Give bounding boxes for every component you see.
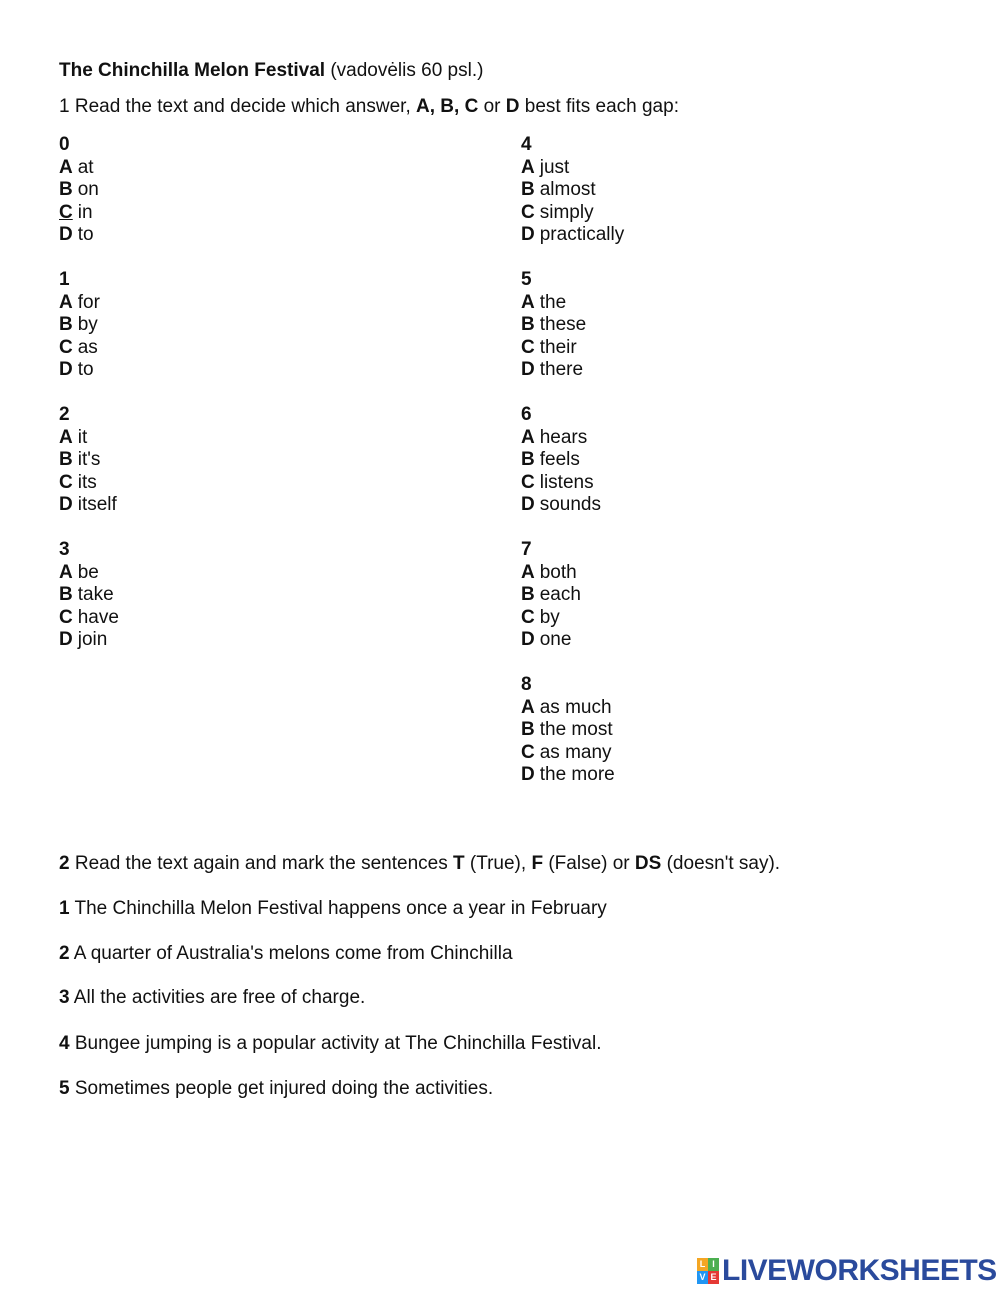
option-text: there [539, 359, 584, 380]
option-text: these [539, 314, 587, 335]
question-number: 2 [59, 404, 70, 425]
task1-intro-bold-abc: A, B, C [416, 96, 479, 117]
option-b[interactable] [59, 179, 359, 202]
question-number: 1 [59, 269, 70, 290]
task1-intro-or: or [478, 96, 506, 117]
option-text: as [77, 336, 98, 358]
option-text: it [77, 426, 88, 448]
option-c[interactable] [59, 472, 359, 495]
option-text: join [77, 629, 108, 650]
option-b[interactable] [59, 584, 359, 607]
option-a[interactable] [521, 157, 821, 180]
option-letter: A [521, 156, 535, 178]
questions-right-column [521, 134, 821, 809]
option-letter: D [521, 494, 535, 515]
question-0 [59, 134, 359, 269]
question-8 [521, 674, 821, 809]
option-d[interactable] [521, 629, 821, 652]
option-text: itself [77, 494, 117, 515]
option-b[interactable] [521, 584, 821, 607]
option-letter: D [521, 629, 535, 650]
option-text: to [77, 359, 94, 380]
option-text: the most [539, 719, 613, 740]
option-text: its [77, 471, 97, 493]
option-letter-underlined: C [59, 201, 73, 223]
option-text: be [77, 561, 99, 583]
option-text: by [77, 314, 98, 335]
option-letter: D [59, 224, 73, 245]
option-d[interactable] [59, 224, 359, 247]
question-number: 4 [521, 134, 532, 155]
statement-number: 4 [59, 1033, 70, 1054]
option-letter: B [59, 314, 73, 335]
option-c[interactable] [521, 337, 821, 360]
option-text: both [539, 561, 577, 583]
option-b[interactable] [59, 314, 359, 337]
option-letter: A [521, 696, 535, 718]
liveworksheets-logo-icon [697, 1258, 719, 1284]
liveworksheets-logo [697, 1256, 997, 1286]
option-text: to [77, 224, 94, 245]
option-b[interactable] [521, 719, 821, 742]
option-text: have [77, 606, 119, 628]
option-a[interactable] [59, 427, 359, 450]
option-a[interactable] [521, 697, 821, 720]
option-text: sounds [539, 494, 602, 515]
statement-text: A quarter of Australia's melons come from Chinchilla [69, 943, 513, 964]
task2-label-true: T [452, 853, 465, 874]
option-letter: C [521, 741, 535, 763]
option-letter: B [521, 584, 535, 605]
option-letter: B [521, 719, 535, 740]
logo-icon-tile-e: E [708, 1271, 719, 1284]
statement-5 [59, 1078, 493, 1100]
task2-label-doesnt-say: DS [634, 853, 662, 874]
statement-1 [59, 898, 607, 920]
option-letter: B [59, 584, 73, 605]
option-c[interactable] [521, 472, 821, 495]
task1-intro-end: best fits each gap: [519, 96, 679, 117]
question-6 [521, 404, 821, 539]
logo-icon-tile-i: I [708, 1258, 719, 1271]
statement-number: 5 [59, 1078, 70, 1099]
option-letter: C [521, 471, 535, 493]
option-letter: C [59, 471, 73, 493]
question-number: 0 [59, 134, 70, 155]
option-c[interactable] [521, 202, 821, 225]
option-letter: A [521, 291, 535, 313]
option-letter: B [59, 449, 73, 470]
option-text: by [539, 606, 560, 628]
option-text: for [77, 291, 100, 313]
task2-intro-text: Read the text again and mark the sentences [69, 853, 453, 874]
option-text: listens [539, 471, 594, 493]
option-text: simply [539, 201, 594, 223]
task2-instructions [59, 853, 780, 875]
option-text: each [539, 584, 581, 605]
option-a[interactable] [59, 157, 359, 180]
option-letter: D [59, 629, 73, 650]
option-c[interactable] [521, 607, 821, 630]
option-b[interactable] [59, 449, 359, 472]
task2-intro-false: (False) or [543, 853, 635, 874]
question-2 [59, 404, 359, 539]
option-c[interactable] [59, 607, 359, 630]
option-letter: D [59, 359, 73, 380]
question-number: 5 [521, 269, 532, 290]
option-text: hears [539, 426, 588, 448]
option-text: as much [539, 696, 612, 718]
statement-number: 3 [59, 987, 70, 1008]
option-letter: A [59, 561, 73, 583]
option-letter: B [521, 449, 535, 470]
option-letter: C [521, 201, 535, 223]
option-letter: A [521, 426, 535, 448]
option-d[interactable] [59, 494, 359, 517]
task2-intro-doesnt-say: (doesn't say). [661, 853, 781, 874]
statement-text: Bungee jumping is a popular activity at The Chinchilla Festival. [69, 1033, 602, 1054]
logo-icon-tile-v: V [697, 1271, 708, 1284]
option-text: their [539, 336, 577, 358]
question-7 [521, 539, 821, 674]
statement-4 [59, 1033, 602, 1055]
option-text: practically [539, 224, 625, 245]
question-3 [59, 539, 359, 674]
liveworksheets-logo-text: LIVEWORKSHEETS [722, 1254, 997, 1287]
statement-number: 1 [59, 898, 70, 919]
statement-text: The Chinchilla Melon Festival happens once a year in February [69, 898, 607, 919]
statement-2 [59, 943, 513, 965]
question-number: 6 [521, 404, 532, 425]
option-letter: C [521, 606, 535, 628]
option-text: it's [77, 449, 101, 470]
question-number: 7 [521, 539, 532, 560]
option-a[interactable] [59, 562, 359, 585]
option-b[interactable] [521, 179, 821, 202]
question-4 [521, 134, 821, 269]
option-text: one [539, 629, 572, 650]
option-text: the more [539, 764, 615, 785]
option-d[interactable] [521, 359, 821, 382]
option-text: at [77, 156, 94, 178]
option-text: in [77, 201, 93, 223]
option-text: as many [539, 741, 612, 763]
option-letter: A [59, 426, 73, 448]
option-c[interactable] [521, 742, 821, 765]
option-letter: B [521, 314, 535, 335]
option-a[interactable] [521, 292, 821, 315]
statement-text: Sometimes people get injured doing the activities. [69, 1078, 494, 1099]
option-c[interactable] [59, 337, 359, 360]
task1-instructions [59, 96, 679, 118]
option-text: take [77, 584, 114, 605]
page-title-rest: (vadovėlis 60 psl.) [325, 60, 484, 81]
task2-intro-true: (True), [464, 853, 532, 874]
question-number: 8 [521, 674, 532, 695]
option-d[interactable] [521, 224, 821, 247]
option-b[interactable] [521, 449, 821, 472]
option-letter: C [521, 336, 535, 358]
option-letter: D [521, 224, 535, 245]
logo-icon-tile-l: L [697, 1258, 708, 1271]
option-letter: A [59, 156, 73, 178]
question-5 [521, 269, 821, 404]
option-d[interactable] [521, 764, 821, 787]
question-1 [59, 269, 359, 404]
page-title-bold: The Chinchilla Melon Festival [59, 60, 326, 81]
option-a[interactable] [59, 292, 359, 315]
option-letter: D [59, 494, 73, 515]
option-letter: C [59, 606, 73, 628]
statement-3 [59, 987, 365, 1009]
option-a[interactable] [521, 427, 821, 450]
statement-number: 2 [59, 943, 70, 964]
option-d[interactable] [59, 359, 359, 382]
option-text: just [539, 156, 570, 178]
option-letter: C [59, 336, 73, 358]
option-letter: B [521, 179, 535, 200]
task1-intro-bold-d: D [505, 96, 520, 117]
page-title [59, 60, 483, 82]
option-letter: A [521, 561, 535, 583]
option-text: the [539, 291, 567, 313]
option-letter: D [521, 359, 535, 380]
option-a[interactable] [521, 562, 821, 585]
question-number: 3 [59, 539, 70, 560]
option-text: feels [539, 449, 580, 470]
option-letter: D [521, 764, 535, 785]
statement-text: All the activities are free of charge. [69, 987, 366, 1008]
task2-label-false: F [531, 853, 544, 874]
option-d[interactable] [59, 629, 359, 652]
questions-left-column [59, 134, 359, 674]
option-text: almost [539, 179, 596, 200]
option-d[interactable] [521, 494, 821, 517]
option-letter: B [59, 179, 73, 200]
option-text: on [77, 179, 99, 200]
task2-number: 2 [59, 853, 70, 874]
option-letter: A [59, 291, 73, 313]
option-c-selected[interactable] [59, 202, 359, 225]
option-b[interactable] [521, 314, 821, 337]
task1-intro-text: 1 Read the text and decide which answer, [59, 96, 417, 117]
